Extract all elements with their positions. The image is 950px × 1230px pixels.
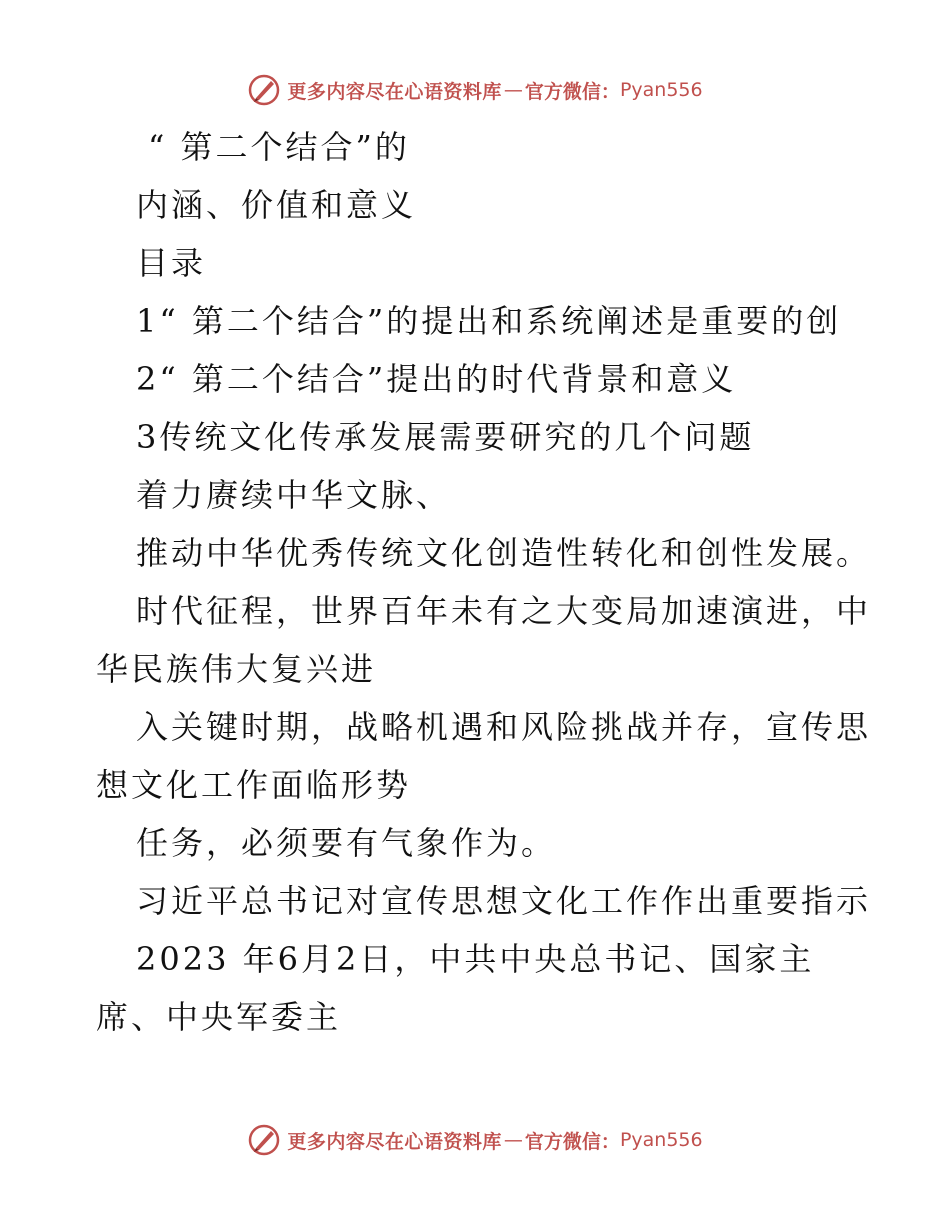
watermark-site-text: 更多内容尽在心语资料库 [287,80,502,103]
toc-heading: 目录 [136,244,207,282]
body-line: 席、中央军委主 [96,998,342,1036]
toc-item: 1“ 第二个结合”的提出和系统阐述是重要的创 [136,302,842,340]
body-line: 入关键时期，战略机遇和风险挑战并存，宣传思 [136,708,872,746]
toc-item: 3传统文化传承发展需要研究的几个问题 [136,418,755,456]
toc-item: 2“ 第二个结合”提出的时代背景和意义 [136,360,737,398]
watermark-separator: — [503,1129,523,1151]
watermark-wechat-id: Pyan556 [619,79,703,101]
body-line: 推动中华优秀传统文化创造性转化和创性发展。 [136,534,872,572]
document-body [96,118,872,1046]
watermark-wechat-label: 官方微信： [524,80,620,103]
quill-pen-logo-icon [247,1123,281,1157]
watermark-separator: — [503,79,523,101]
doc-title-line-1: “ 第二个结合”的 [148,128,410,166]
watermark-site-text: 更多内容尽在心语资料库 [287,1130,502,1153]
body-line: 想文化工作面临形势 [96,766,412,804]
body-line: 2023 年6月2日，中共中央总书记、国家主 [136,940,815,978]
header-watermark [0,70,950,110]
watermark-wechat-label: 官方微信： [524,1130,620,1153]
body-line: 着力赓续中华文脉、 [136,476,452,514]
watermark-wechat-id: Pyan556 [619,1129,703,1151]
quill-pen-logo-icon [247,73,281,107]
body-line: 习近平总书记对宣传思想文化工作作出重要指示 [136,882,872,920]
footer-watermark [0,1120,950,1160]
body-line: 任务，必须要有气象作为。 [136,824,557,862]
doc-title-line-2: 内涵、价值和意义 [136,186,417,224]
body-line: 华民族伟大复兴进 [96,650,377,688]
body-line: 时代征程，世界百年未有之大变局加速演进，中 [136,592,872,630]
